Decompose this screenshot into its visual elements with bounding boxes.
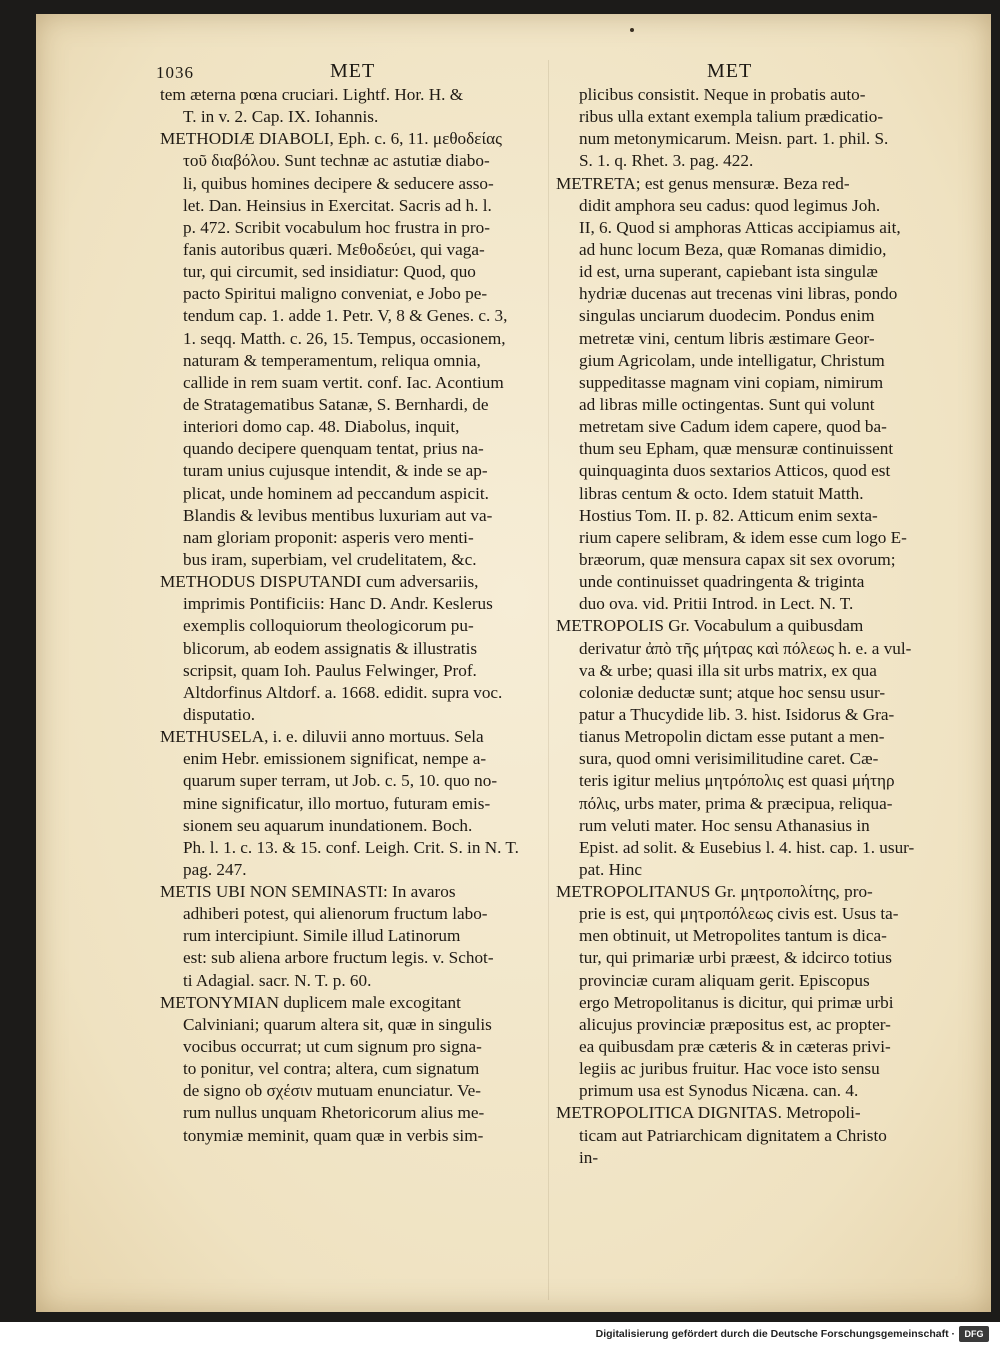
text-line: pacto Spiritui maligno conveniat, e Jobo pe-: [183, 284, 488, 304]
text-line: singulas unciarum duodecim. Pondus enim: [579, 306, 875, 326]
ink-speck: [630, 28, 634, 32]
text-line: METHODUS DISPUTANDI cum adversariis,: [160, 572, 479, 592]
text-line: Blandis & levibus mentibus luxuriam aut va-: [183, 505, 493, 525]
text-line: alicujus provinciæ præpositus est, ac propter-: [579, 1014, 891, 1034]
text-line: primum usa est Synodus Nicæna. can. 4.: [579, 1081, 859, 1101]
text-line: tendum cap. 1. adde 1. Petr. V, 8 & Genes. c. 3,: [183, 306, 508, 326]
text-line: didit amphora seu cadus: quod legimus Joh.: [579, 195, 881, 215]
text-line: enim Hebr. emissionem significat, nempe a-: [183, 749, 487, 769]
text-line: plicat, unde hominem ad peccandum aspicit.: [183, 483, 489, 503]
text-line: quinquaginta duos sextarios Atticos, quod est: [579, 461, 891, 481]
text-line: tonymiæ meminit, quam quæ in verbis sim-: [183, 1125, 484, 1145]
text-line: quarum super terram, ut Job. c. 5, 10. quo no-: [183, 771, 498, 791]
text-line: prie is est, qui μητροπόλεως civis est. Usus ta-: [579, 904, 899, 924]
text-line: METRETA; est genus mensuræ. Beza red-: [556, 173, 850, 193]
text-line: in-: [579, 1147, 599, 1167]
text-line: ti Adagial. sacr. N. T. p. 60.: [183, 970, 372, 990]
text-line: unde continuisset quadringenta & triginta: [579, 572, 865, 592]
text-line: ea quibusdam præ cæteris & in cæteras privi-: [579, 1037, 891, 1057]
text-line: ticam aut Patriarchicam dignitatem a Christo: [579, 1125, 887, 1145]
text-line: to ponitur, vel contra; altera, cum signatum: [183, 1059, 480, 1079]
text-line: fanis autoribus quæri. Μεθοδεύει, qui vaga-: [183, 239, 485, 259]
text-line: METHODIÆ DIABOLI, Eph. c. 6, 11. μεθοδείας: [160, 129, 502, 149]
text-line: rum veluti mater. Hoc sensu Athanasius in: [579, 815, 870, 835]
text-line: rum nullus unquam Rhetoricorum alius me-: [183, 1103, 485, 1123]
text-line: ergo Metropolitanus is dicitur, qui primæ urbi: [579, 992, 894, 1012]
text-line: libras centum & octo. Idem statuit Matth.: [579, 483, 864, 503]
text-line: II, 6. Quod si amphoras Atticas accipiamus ait,: [579, 217, 901, 237]
text-line: Altdorfinus Altdorf. a. 1668. edidit. supra voc.: [183, 682, 503, 702]
text-line: pat. Hinc: [579, 859, 643, 879]
text-line: turam unius cujusque intendit, & inde se ap-: [183, 461, 488, 481]
text-line: legiis ac juribus fruitur. Hac voce isto sensu: [579, 1059, 880, 1079]
text-line: pag. 247.: [183, 859, 247, 879]
text-line: de Stratagematibus Satanæ, S. Bernhardi, de: [183, 394, 489, 414]
text-line: ribus ulla extant exempla talium prædicatio-: [579, 107, 884, 127]
text-line: plicibus consistit. Neque in probatis auto-: [579, 85, 866, 104]
text-line: ad hunc locum Beza, quæ Romanas dimidio,: [579, 239, 887, 259]
text-line: p. 472. Scribit vocabulum hoc frustra in pro-: [183, 217, 490, 237]
text-line: πόλις, urbs mater, prima & præcipua, reliqua-: [579, 793, 893, 813]
text-line: patur a Thucydide lib. 3. hist. Isidorus & Gra-: [579, 704, 895, 724]
text-line: sura, quod omni verisimilitudine caret. Cæ-: [579, 749, 879, 769]
text-line: Epist. ad solit. & Eusebius l. 4. hist. cap. 1. usur-: [579, 837, 915, 857]
text-line: nam gloriam proponit: asperis vero menti-: [183, 527, 474, 547]
text-line: num metonymicarum. Meisn. part. 1. phil. S.: [579, 129, 889, 149]
text-line: adhiberi potest, qui alienorum fructum labo-: [183, 904, 488, 924]
text-line: tianus Metropolin dictam esse putant a men-: [579, 727, 885, 747]
text-line: METROPOLITANUS Gr. μητροπολίτης, pro-: [556, 882, 873, 902]
text-line: Calviniani; quarum altera sit, quæ in singulis: [183, 1014, 492, 1034]
text-line: bræorum, quæ mensura capax sit sex ovorum;: [579, 549, 896, 569]
text-line: METROPOLIS Gr. Vocabulum a quibusdam: [556, 616, 864, 636]
text-line: teris igitur melius μητρόπολις est quasi μήτηρ: [579, 771, 895, 791]
text-line: gium Agricolam, unde intelligatur, Christum: [579, 350, 885, 370]
text-line: interiori domo cap. 48. Diabolus, inquit,: [183, 417, 460, 437]
left-column: [160, 84, 542, 1147]
text-line: est: sub aliena arbore fructum legis. v. Schot-: [183, 948, 494, 968]
text-line: thum seu Epham, quæ mensuræ continuissent: [579, 439, 894, 459]
text-line: METIS UBI NON SEMINASTI: In avaros: [160, 882, 456, 902]
text-line: va & urbe; quasi illa sit urbs matrix, ex qua: [579, 660, 877, 680]
text-line: li, quibus homines decipere & seducere asso-: [183, 173, 494, 193]
text-line: mine significatur, illo mortuo, futuram emis-: [183, 793, 491, 813]
text-line: provinciæ curam aliquam gerit. Episcopus: [579, 970, 870, 990]
text-line: METHUSELA, i. e. diluvii anno mortuus. Sela: [160, 727, 484, 747]
text-line: tur, qui primariæ urbi præest, & idcirco totius: [579, 948, 892, 968]
text-line: vocibus occurrat; ut cum signum pro signa-: [183, 1037, 482, 1057]
text-line: Ph. l. 1. c. 13. & 15. conf. Leigh. Crit. S. in N. T.: [183, 837, 519, 857]
text-line: metretam sive Cadum idem capere, quod ba-: [579, 417, 887, 437]
text-line: let. Dan. Heinsius in Exercitat. Sacris ad h. l.: [183, 195, 492, 215]
text-line: de signo ob σχέσιν mutuam enunciatur. Ve-: [183, 1081, 481, 1101]
running-headword-right: MET: [707, 60, 753, 82]
dfg-logo-icon: DFG: [959, 1326, 989, 1342]
text-line: metretæ vini, centum libris æstimare Geor-: [579, 328, 875, 348]
text-line: S. 1. q. Rhet. 3. pag. 422.: [579, 151, 754, 171]
footer-bar: [0, 1322, 1000, 1347]
page-number: 1036: [156, 63, 194, 82]
text-line: sionem seu aquarum inundationem. Boch.: [183, 815, 473, 835]
text-line: tur, qui circumit, sed insidiatur: Quod, quo: [183, 262, 476, 282]
text-line: τοῦ διαβόλου. Sunt technæ ac astutiæ diabo-: [183, 151, 490, 171]
text-line: blicorum, ab eodem assignatis & illustratis: [183, 638, 478, 658]
text-line: tem æterna pœna cruciari. Lightf. Hor. H. &: [160, 85, 464, 104]
text-line: naturam & temperamentum, reliqua omnia,: [183, 350, 481, 370]
text-line: exemplis colloquiorum theologicorum pu-: [183, 616, 474, 636]
text-line: suppeditasse magnam vini copiam, nimirum: [579, 372, 884, 392]
text-line: quando decipere quenquam tentat, prius na-: [183, 439, 484, 459]
text-line: disputatio.: [183, 704, 256, 724]
text-line: 1. seqq. Matth. c. 26, 15. Tempus, occasionem,: [183, 328, 506, 348]
column-divider: [548, 60, 549, 1300]
text-line: men obtinuit, ut Metropolites tantum is dica-: [579, 926, 887, 946]
text-line: T. in v. 2. Cap. IX. Iohannis.: [183, 107, 379, 127]
text-line: callide in rem suam vertit. conf. Iac. Acontium: [183, 372, 504, 392]
text-line: bus iram, superbiam, vel crudelitatem, &c.: [183, 549, 477, 569]
text-line: scripsit, quam Ioh. Paulus Felwinger, Prof.: [183, 660, 477, 680]
text-line: id est, urna superant, capiebant ista singulæ: [579, 262, 878, 282]
text-line: rium capere selibram, & idem esse cum logo E-: [579, 527, 907, 547]
text-line: hydriæ ducenas aut trecenas vini libras, pondo: [579, 284, 898, 304]
text-line: rum intercipiunt. Simile illud Latinorum: [183, 926, 461, 946]
running-headword-left: MET: [330, 60, 376, 82]
text-line: derivatur ἀπὸ τῆς μήτρας καὶ πόλεως h. e. a vul-: [579, 638, 912, 658]
text-line: METROPOLITICA DIGNITAS. Metropoli-: [556, 1103, 861, 1123]
text-line: duo ova. vid. Pritii Introd. in Lect. N. T.: [579, 594, 854, 614]
text-line: METONYMIAN duplicem male excogitant: [160, 992, 461, 1012]
text-line: coloniæ deductæ sunt; atque hoc sensu usur-: [579, 682, 886, 702]
text-line: ad libras mille octingentas. Sunt qui volunt: [579, 394, 875, 414]
text-line: Hostius Tom. II. p. 82. Atticum enim sexta-: [579, 505, 878, 525]
text-line: imprimis Pontificiis: Hanc D. Andr. Keslerus: [183, 594, 493, 614]
right-column: [556, 84, 928, 1169]
funding-notice: Digitalisierung gefördert durch die Deutsche Forschungsgemeinschaft ·: [595, 1328, 955, 1340]
